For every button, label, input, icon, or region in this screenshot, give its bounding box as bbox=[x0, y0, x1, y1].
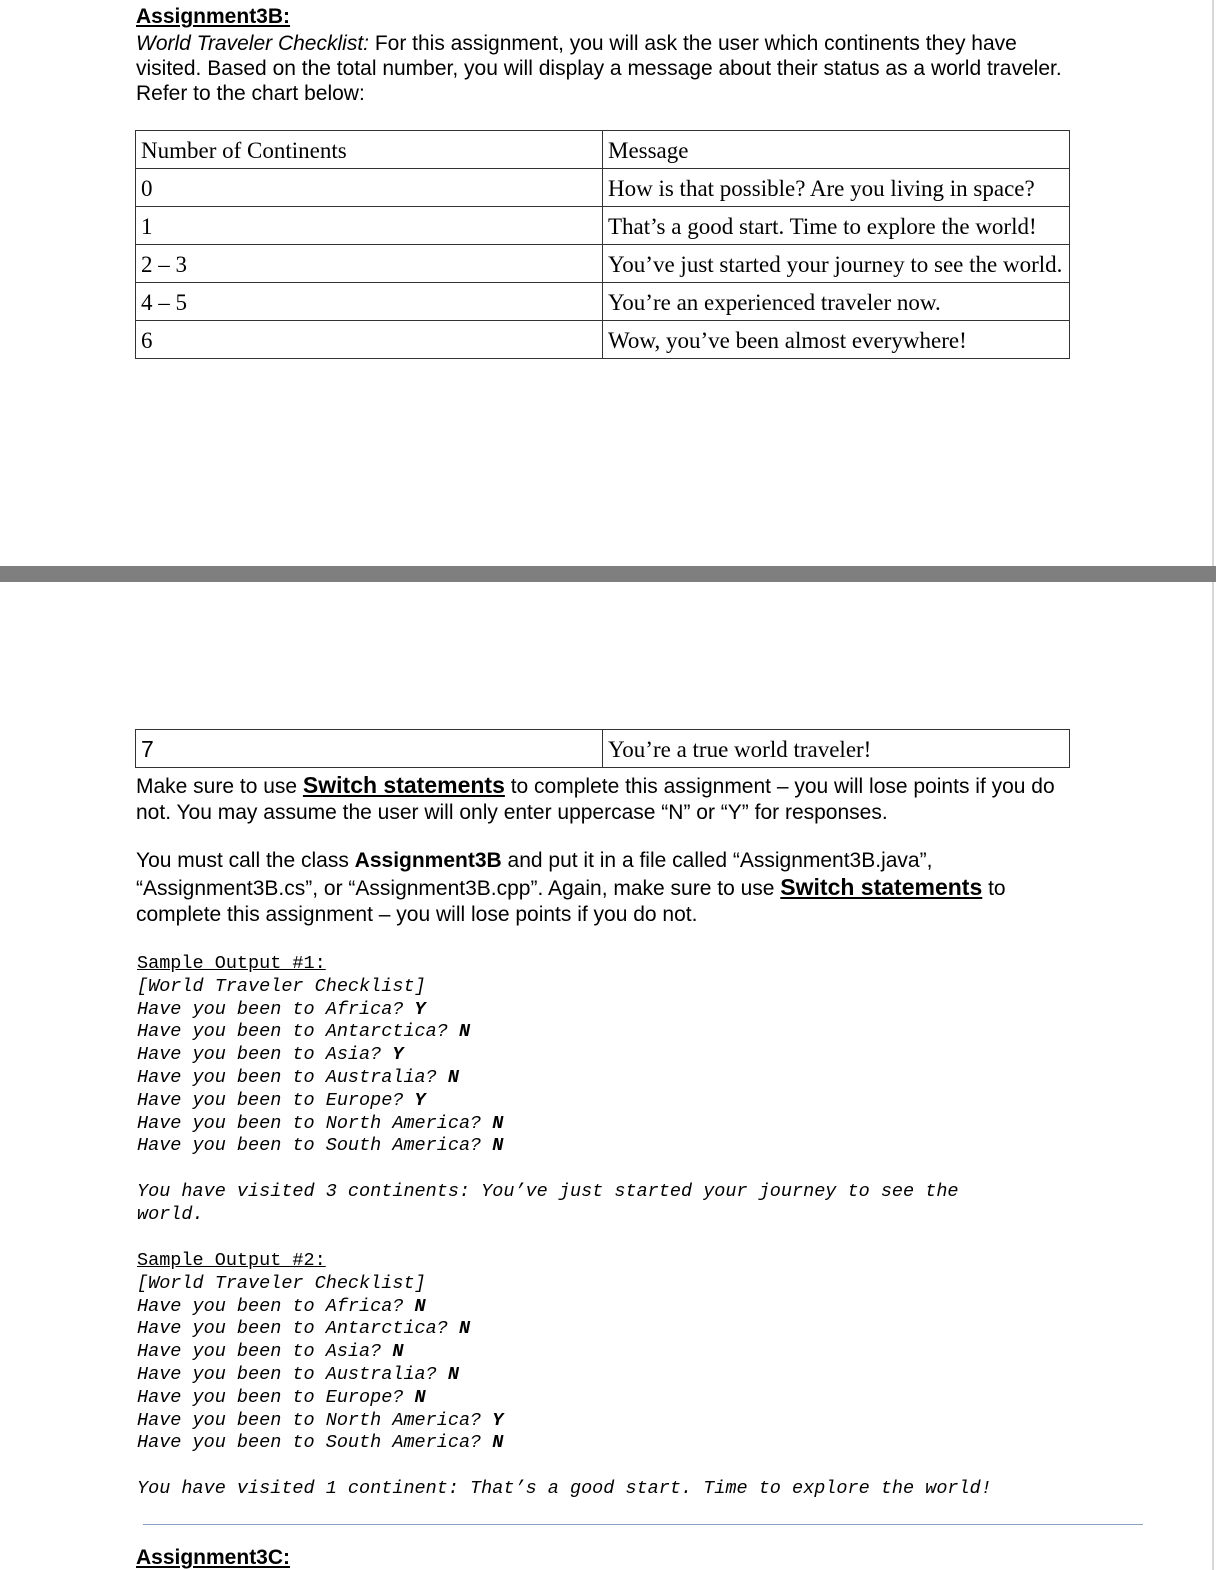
sample-answer: N bbox=[458, 1021, 471, 1043]
sample-line bbox=[137, 1410, 992, 1433]
sample-question: Have you been to Australia? bbox=[137, 1066, 448, 1088]
sample-line bbox=[137, 1432, 992, 1455]
sample-answer: N bbox=[447, 1066, 459, 1088]
sample-line bbox=[137, 1021, 959, 1044]
sample-line bbox=[137, 1364, 992, 1387]
sample-answer: N bbox=[414, 1295, 426, 1317]
sample-question: Have you been to North America? bbox=[137, 1409, 493, 1431]
table-row bbox=[136, 245, 1070, 283]
sample-question: Have you been to North America? bbox=[137, 1112, 493, 1134]
sample-output-1 bbox=[137, 953, 959, 1227]
table-header-cell: Number of Continents bbox=[136, 131, 603, 169]
intro-text: For this assignment, you will ask the user which continents they have visited. Based on the total number, you will display a message about their status as a world traveler. Refer to the chart below: bbox=[136, 32, 1062, 105]
sample-answer: N bbox=[492, 1432, 504, 1454]
sample-question: Have you been to Africa? bbox=[137, 1295, 415, 1317]
switch-instructions bbox=[136, 772, 1076, 826]
table-cell-count: 2 – 3 bbox=[136, 245, 603, 283]
sample-output-title: Sample Output #1: bbox=[137, 953, 326, 974]
sample-line bbox=[137, 1044, 959, 1067]
sample-output-header: [World Traveler Checklist] bbox=[137, 1272, 426, 1294]
sample-question: Have you been to Asia? bbox=[137, 1044, 393, 1066]
table-row bbox=[136, 207, 1070, 245]
table-cell-count: 1 bbox=[136, 207, 603, 245]
sample-line bbox=[137, 1113, 959, 1136]
sample-question: Have you been to South America? bbox=[137, 1135, 493, 1157]
sample-question: Have you been to Australia? bbox=[137, 1363, 448, 1385]
switch-statements-emphasis: Switch statements bbox=[302, 772, 505, 798]
table-cell-message: That’s a good start. Time to explore the world! bbox=[603, 207, 1070, 245]
table-cell-message: Wow, you’ve been almost everywhere! bbox=[603, 321, 1070, 359]
table-cell-count: 6 bbox=[136, 321, 603, 359]
sample-output-2 bbox=[137, 1250, 992, 1501]
sample-question: Have you been to Europe? bbox=[137, 1089, 415, 1111]
para2-text: You must call the class bbox=[136, 849, 355, 872]
sample-answer: N bbox=[458, 1318, 471, 1340]
table-row bbox=[136, 169, 1070, 207]
table-cell-count: 0 bbox=[136, 169, 603, 207]
sample-answer: N bbox=[447, 1363, 459, 1385]
section-divider bbox=[143, 1524, 1143, 1525]
table-row bbox=[136, 730, 1070, 768]
table-cell-message: You’ve just started your journey to see the world. bbox=[603, 245, 1070, 283]
table-cell-count: 7 bbox=[136, 730, 603, 768]
continents-table bbox=[135, 130, 1070, 359]
sample-output-header: [World Traveler Checklist] bbox=[137, 975, 426, 997]
sample-question: Have you been to Europe? bbox=[137, 1386, 415, 1408]
sample-answer: N bbox=[492, 1112, 504, 1134]
sample-question: Have you been to Antarctica? bbox=[137, 1318, 459, 1340]
class-name: Assignment3B bbox=[354, 849, 502, 872]
sample-line bbox=[137, 1067, 959, 1090]
table-header-row bbox=[136, 131, 1070, 169]
sample-answer: N bbox=[392, 1341, 404, 1363]
sample-line bbox=[137, 1318, 992, 1341]
para1-text: to complete this assignment – you will lose points if you do not. You may assume the user will only enter uppercase “N” or “Y” for responses. bbox=[136, 775, 1055, 824]
table-cell-message: You’re a true world traveler! bbox=[603, 730, 1070, 768]
sample-answer: Y bbox=[392, 1044, 404, 1066]
sample-question: Have you been to Africa? bbox=[137, 998, 415, 1020]
sample-result: You have visited 3 continents: You’ve just started your journey to see the bbox=[137, 1180, 959, 1202]
continents-table-continued bbox=[135, 729, 1070, 768]
sample-line bbox=[137, 1135, 959, 1158]
sample-answer: N bbox=[414, 1386, 426, 1408]
page-break bbox=[0, 566, 1216, 582]
assignment-3c-heading: Assignment3C: bbox=[136, 1546, 291, 1569]
switch-statements-emphasis: Switch statements bbox=[780, 874, 983, 900]
para1-text: Make sure to use bbox=[136, 775, 303, 798]
sample-result: world. bbox=[137, 1203, 204, 1225]
sample-result: You have visited 1 continent: That’s a good start. Time to explore the world! bbox=[137, 1477, 992, 1499]
sample-line bbox=[137, 1090, 959, 1113]
table-header-cell: Message bbox=[603, 131, 1070, 169]
para2-text: and put it in a file called “Assignment3B.java”, “Assignment3B.cs”, or “Assignment3B.cpp”. Again, make sure to use bbox=[136, 849, 933, 900]
sample-answer: Y bbox=[414, 1089, 426, 1111]
sample-line bbox=[137, 1296, 992, 1319]
table-row bbox=[136, 283, 1070, 321]
sample-answer: Y bbox=[414, 998, 426, 1020]
sample-line bbox=[137, 1341, 992, 1364]
assignment-3b-intro bbox=[136, 31, 1086, 106]
sample-line bbox=[137, 1387, 992, 1410]
assignment-3b-heading: Assignment3B: bbox=[136, 5, 291, 28]
sample-answer: Y bbox=[492, 1409, 504, 1431]
class-instructions bbox=[136, 848, 1076, 928]
para2-text: to complete this assignment – you will lose points if you do not. bbox=[136, 877, 1006, 926]
table-cell-message: How is that possible? Are you living in space? bbox=[603, 169, 1070, 207]
table-row bbox=[136, 321, 1070, 359]
sample-output-title: Sample Output #2: bbox=[137, 1250, 326, 1271]
sample-question: Have you been to Antarctica? bbox=[137, 1021, 459, 1043]
table-cell-message: You’re an experienced traveler now. bbox=[603, 283, 1070, 321]
sample-line bbox=[137, 999, 959, 1022]
sample-answer: N bbox=[492, 1135, 504, 1157]
intro-italic: World Traveler Checklist: bbox=[136, 32, 369, 55]
table-cell-count: 4 – 5 bbox=[136, 283, 603, 321]
sample-question: Have you been to South America? bbox=[137, 1432, 493, 1454]
sample-question: Have you been to Asia? bbox=[137, 1341, 393, 1363]
